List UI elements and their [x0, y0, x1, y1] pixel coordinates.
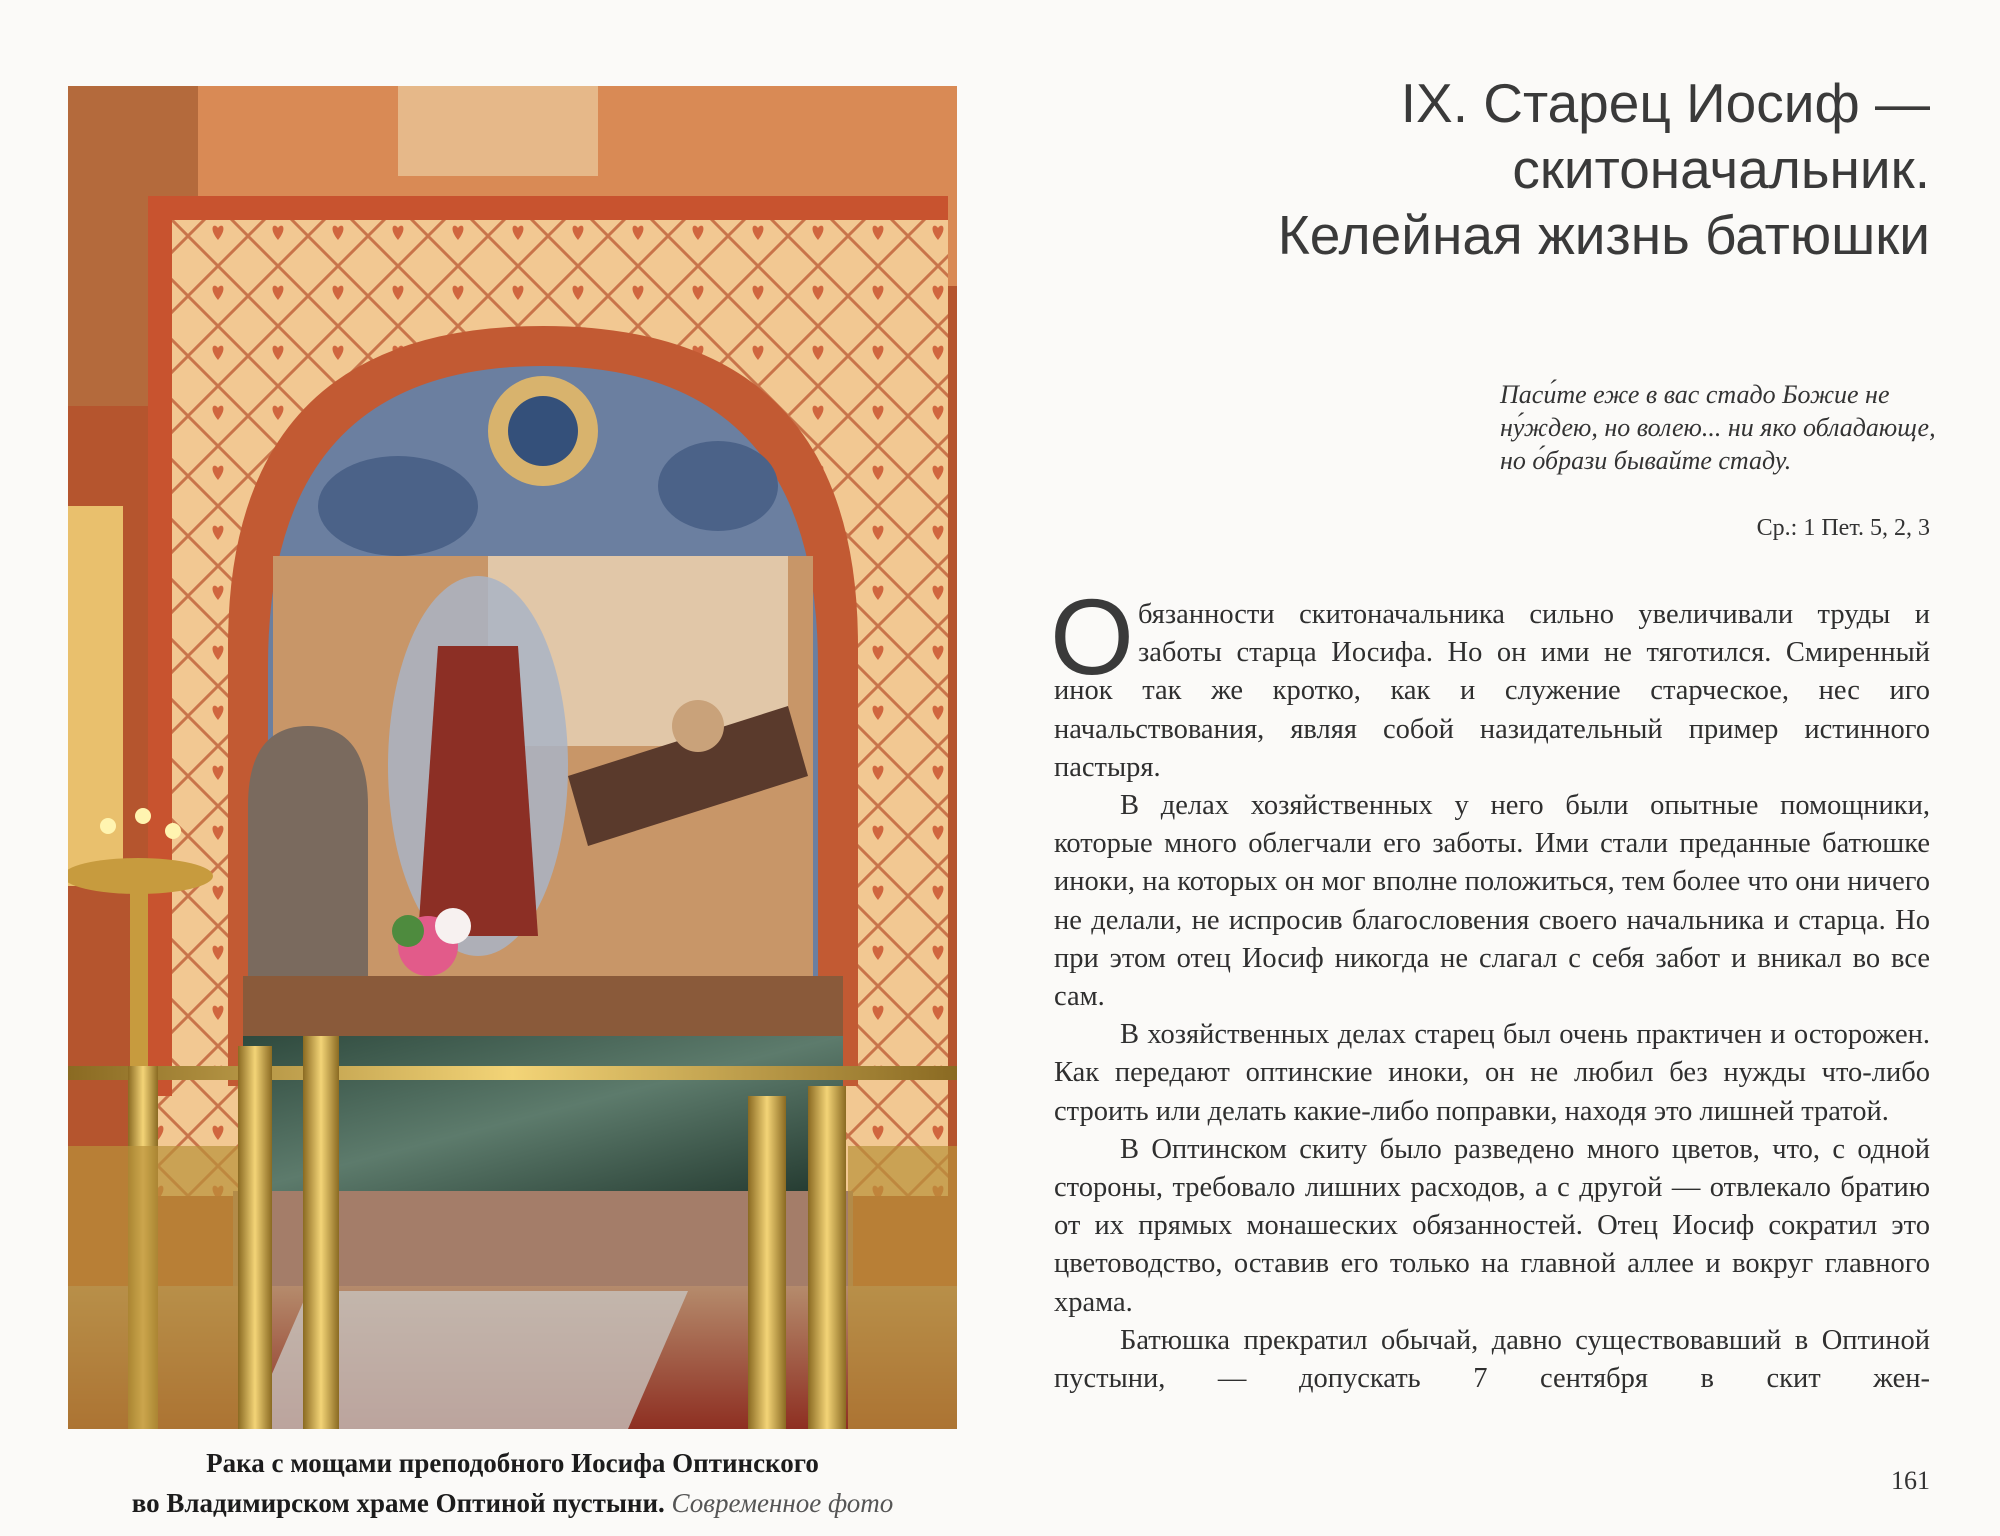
chapter-title: [1130, 70, 1930, 268]
page-number: 161: [1891, 1466, 1930, 1495]
paragraph-1-text: бязанности скитоначальника сильно увеличивали труды и заботы старца Иосифа. Но он ими не тяготился. Смиренный инок так же кротко, как и служение старческое, нес иго начальствования, являя собой назидательный пример истинного пастыря.: [1054, 599, 1930, 783]
body-text: [1050, 576, 1930, 1398]
epigraph-source: Ср.: 1 Пет. 5, 2, 3: [1756, 515, 1930, 541]
photograph-icon: [68, 86, 957, 1429]
paragraph-4: В Оптинском скиту было разведено много цветов, что, с одной стороны, требовало лишних расходов, а с другой — отвлекало братию от их прямых монашеских обязанностей. Отец Иосиф сократил это цветоводство, оставив его только на главной аллее и вокруг главного храма.: [1054, 1133, 1930, 1318]
paragraph-3: В хозяйственных делах старец был очень практичен и осторожен. Как передают оптинские иноки, он не любил без нужды что-либо строить или делать какие-либо поправки, находя это лишней тратой.: [1054, 1019, 1930, 1127]
chapter-title-line-1: IX. Старец Иосиф —: [1400, 72, 1930, 134]
chapter-title-line-2: скитоначальник.: [1512, 138, 1930, 200]
drop-cap: О: [1050, 576, 1135, 697]
shrine-photograph: [68, 86, 957, 1429]
paragraph-5: Батюшка прекратил обычай, давно существовавший в Оптиной пустыни, — допускать 7 сентября в скит жен-: [1054, 1324, 1930, 1395]
chapter-title-line-3: Келейная жизнь батюшки: [1277, 204, 1930, 266]
caption-line-2-italic: Современное фото: [671, 1488, 894, 1518]
epigraph: Паси́те еже в вас стадо Божие не ну́ждею, но волею... ни яко обладающе, но о́брази бывайте стаду.: [1500, 380, 1936, 475]
caption-line-1: Рака с мощами преподобного Иосифа Оптинского: [206, 1448, 819, 1478]
photo-caption: [68, 1443, 957, 1523]
caption-line-2-bold: во Владимирском храме Оптиной пустыни.: [131, 1488, 665, 1518]
paragraph-2: В делах хозяйственных у него были опытные помощники, которые много облегчали его заботы. Ими стали преданные батюшке иноки, на которых он мог вполне положиться, тем более что они ничего не делали, не испросив благословения своего начальника и старца. Но при этом отец Иосиф никогда не слагал с себя забот и вникал во все сам.: [1054, 790, 1930, 1013]
paragraph-1: [1050, 576, 1930, 787]
caption-line-2: [68, 1483, 957, 1523]
